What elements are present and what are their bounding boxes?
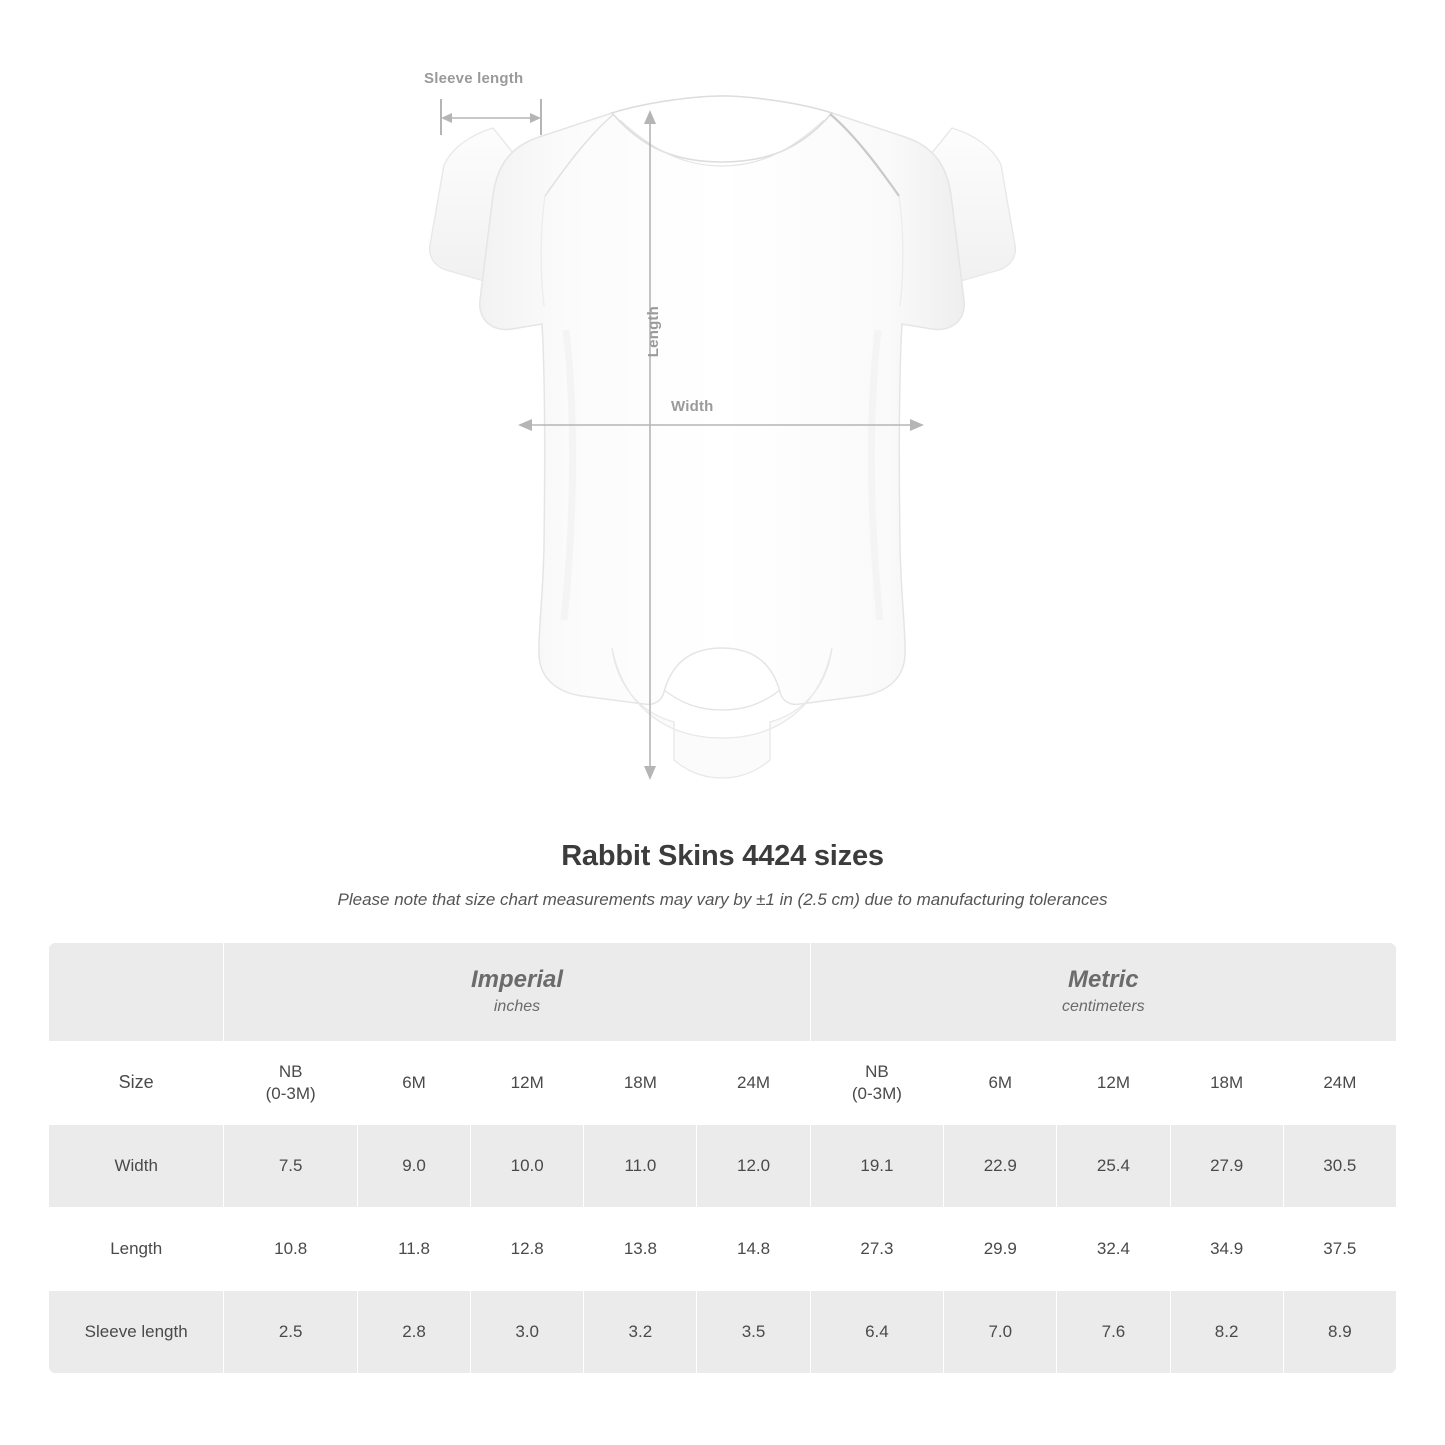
row-label-width: Width xyxy=(49,1125,224,1208)
sleeve-arrow-head-right xyxy=(530,113,541,123)
cell-width-0: 7.5 xyxy=(224,1125,358,1208)
cell-length-5: 27.3 xyxy=(810,1208,944,1291)
cell-width-1: 9.0 xyxy=(357,1125,470,1208)
unit-header-row xyxy=(49,943,1397,1042)
cell-width-9: 30.5 xyxy=(1283,1125,1396,1208)
sleeve-arrow-head-left xyxy=(441,113,452,123)
cell-length-7: 32.4 xyxy=(1057,1208,1170,1291)
cell-sleeve-4: 3.5 xyxy=(697,1291,810,1374)
unit-group-metric-name: Metric xyxy=(1067,966,1139,993)
width-label: Width xyxy=(671,398,714,415)
unit-group-imperial xyxy=(224,943,810,1042)
cell-length-8: 34.9 xyxy=(1170,1208,1283,1291)
size-col-6: 6M xyxy=(944,1042,1057,1125)
cell-sleeve-6: 7.0 xyxy=(944,1291,1057,1374)
table-row xyxy=(49,1291,1397,1374)
page-title: Rabbit Skins 4424 sizes xyxy=(561,840,884,872)
cell-sleeve-1: 2.8 xyxy=(357,1291,470,1374)
cell-length-3: 13.8 xyxy=(584,1208,697,1291)
cell-sleeve-3: 3.2 xyxy=(584,1291,697,1374)
cell-width-5: 19.1 xyxy=(810,1125,944,1208)
unit-header-corner xyxy=(49,943,224,1042)
table-row xyxy=(49,1125,1397,1208)
width-arrow-head-right xyxy=(910,419,924,431)
width-arrow-head-left xyxy=(518,419,532,431)
cell-length-9: 37.5 xyxy=(1283,1208,1396,1291)
unit-group-imperial-name: Imperial xyxy=(470,966,564,993)
size-header-row xyxy=(49,1042,1397,1125)
size-table-wrap xyxy=(48,942,1397,1374)
size-col-0-line1: NB xyxy=(278,1061,303,1081)
cell-width-6: 22.9 xyxy=(944,1125,1057,1208)
size-col-0-line2: (0-3M) xyxy=(265,1084,316,1103)
cell-width-7: 25.4 xyxy=(1057,1125,1170,1208)
crotch-seam xyxy=(664,690,780,710)
size-col-8: 18M xyxy=(1170,1042,1283,1125)
table-row xyxy=(49,1208,1397,1291)
size-col-5 xyxy=(810,1042,944,1125)
row-label-length: Length xyxy=(49,1208,224,1291)
size-col-2: 12M xyxy=(471,1042,584,1125)
cell-length-1: 11.8 xyxy=(357,1208,470,1291)
cell-length-6: 29.9 xyxy=(944,1208,1057,1291)
cell-width-4: 12.0 xyxy=(697,1125,810,1208)
size-col-3: 18M xyxy=(584,1042,697,1125)
size-col-5-line2: (0-3M) xyxy=(851,1084,902,1103)
cell-length-4: 14.8 xyxy=(697,1208,810,1291)
length-label: Length xyxy=(645,306,662,358)
unit-group-metric xyxy=(810,943,1396,1042)
size-corner-label: Size xyxy=(49,1042,224,1125)
size-col-9: 24M xyxy=(1283,1042,1396,1125)
row-label-sleeve-length: Sleeve length xyxy=(49,1291,224,1374)
cell-sleeve-8: 8.2 xyxy=(1170,1291,1283,1374)
cell-width-8: 27.9 xyxy=(1170,1125,1283,1208)
size-col-0 xyxy=(224,1042,358,1125)
unit-group-metric-sub: centimeters xyxy=(1061,998,1145,1015)
length-arrow-head-bottom xyxy=(644,766,656,780)
size-table xyxy=(48,942,1397,1374)
cell-sleeve-9: 8.9 xyxy=(1283,1291,1396,1374)
sleeve-length-label: Sleeve length xyxy=(424,70,524,87)
cell-sleeve-7: 7.6 xyxy=(1057,1291,1170,1374)
cell-sleeve-5: 6.4 xyxy=(810,1291,944,1374)
title-block xyxy=(0,840,1445,910)
size-col-1: 6M xyxy=(357,1042,470,1125)
tolerance-note: Please note that size chart measurements may vary by ±1 in (2.5 cm) due to manufacturing tolerances xyxy=(337,890,1108,909)
unit-group-imperial-sub: inches xyxy=(493,998,541,1015)
size-col-5-line1: NB xyxy=(865,1061,889,1081)
cell-sleeve-2: 3.0 xyxy=(471,1291,584,1374)
cell-width-3: 11.0 xyxy=(584,1125,697,1208)
size-col-4: 24M xyxy=(697,1042,810,1125)
cell-width-2: 10.0 xyxy=(471,1125,584,1208)
size-col-7: 12M xyxy=(1057,1042,1170,1125)
cell-length-0: 10.8 xyxy=(224,1208,358,1291)
cell-sleeve-0: 2.5 xyxy=(224,1291,358,1374)
cell-length-2: 12.8 xyxy=(471,1208,584,1291)
